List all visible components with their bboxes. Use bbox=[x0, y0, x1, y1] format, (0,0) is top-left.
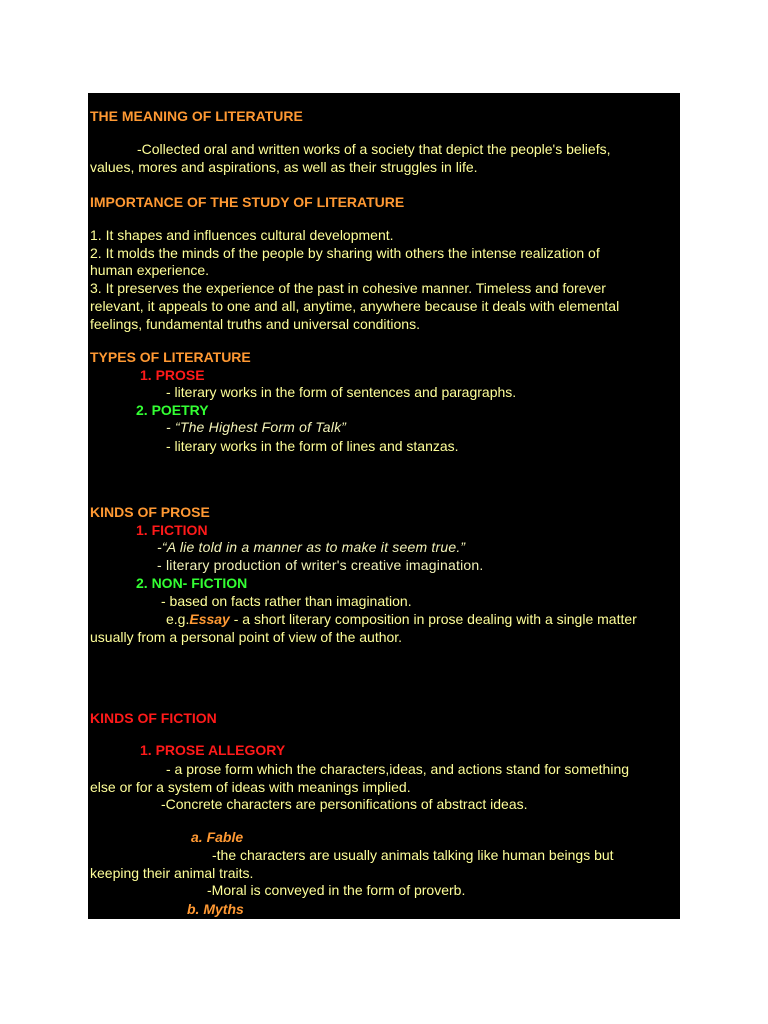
essay-desc: - a short literary composition in prose dealing with a single matter bbox=[229, 611, 637, 627]
nonfiction-label: 2. NON- FICTION bbox=[136, 575, 248, 591]
essay-desc-line-2: usually from a personal point of view of the author. bbox=[90, 629, 403, 645]
allegory-line-3: -Concrete characters are personifications of abstract ideas. bbox=[161, 796, 528, 812]
poetry-quote: - “The Highest Form of Talk” bbox=[166, 419, 347, 435]
essay-line bbox=[166, 611, 637, 628]
allegory-line-2: else or for a system of ideas with meanings implied. bbox=[90, 779, 411, 795]
eg-prefix: e.g. bbox=[166, 611, 190, 627]
heading-meaning: THE MEANING OF LITERATURE bbox=[90, 108, 303, 124]
fable-label: a. Fable bbox=[191, 829, 244, 845]
poetry-desc: - literary works in the form of lines and stanzas. bbox=[166, 438, 459, 454]
essay-term: Essay bbox=[189, 611, 230, 627]
document-page bbox=[88, 93, 680, 919]
heading-importance: IMPORTANCE OF THE STUDY OF LITERATURE bbox=[90, 194, 405, 210]
prose-label: 1. PROSE bbox=[140, 367, 205, 383]
fable-line-1: -the characters are usually animals talking like human beings but bbox=[212, 847, 614, 863]
heading-kinds-prose: KINDS OF PROSE bbox=[90, 504, 210, 520]
fable-line-3: -Moral is conveyed in the form of proverb. bbox=[207, 882, 466, 898]
myths-label: b. Myths bbox=[187, 901, 244, 917]
allegory-line-1: - a prose form which the characters,ideas, and actions stand for something bbox=[166, 761, 630, 777]
importance-line-2: 2. It molds the minds of the people by sharing with others the intense realization of bbox=[90, 245, 600, 261]
meaning-line-2: values, mores and aspirations, as well as their struggles in life. bbox=[90, 159, 478, 175]
heading-types: TYPES OF LITERATURE bbox=[90, 349, 251, 365]
prose-desc: - literary works in the form of sentences and paragraphs. bbox=[166, 384, 517, 400]
importance-line-1: 1. It shapes and influences cultural development. bbox=[90, 227, 394, 243]
importance-line-5: relevant, it appeals to one and all, anytime, anywhere because it deals with elemental bbox=[90, 298, 620, 314]
meaning-line-1: -Collected oral and written works of a society that depict the people's beliefs, bbox=[137, 141, 611, 157]
fiction-label: 1. FICTION bbox=[136, 522, 208, 538]
nonfiction-desc: - based on facts rather than imagination. bbox=[161, 593, 412, 609]
poetry-label: 2. POETRY bbox=[136, 402, 209, 418]
importance-line-6: feelings, fundamental truths and universal conditions. bbox=[90, 316, 420, 332]
heading-kinds-fiction: KINDS OF FICTION bbox=[90, 710, 217, 726]
fable-line-2: keeping their animal traits. bbox=[90, 865, 254, 881]
fiction-desc: - literary production of writer's creative imagination. bbox=[157, 557, 484, 573]
fiction-quote: -“A lie told in a manner as to make it seem true.” bbox=[157, 539, 466, 555]
importance-line-4: 3. It preserves the experience of the past in cohesive manner. Timeless and forever bbox=[90, 280, 606, 296]
importance-line-3: human experience. bbox=[90, 262, 210, 278]
allegory-label: 1. PROSE ALLEGORY bbox=[140, 742, 286, 758]
